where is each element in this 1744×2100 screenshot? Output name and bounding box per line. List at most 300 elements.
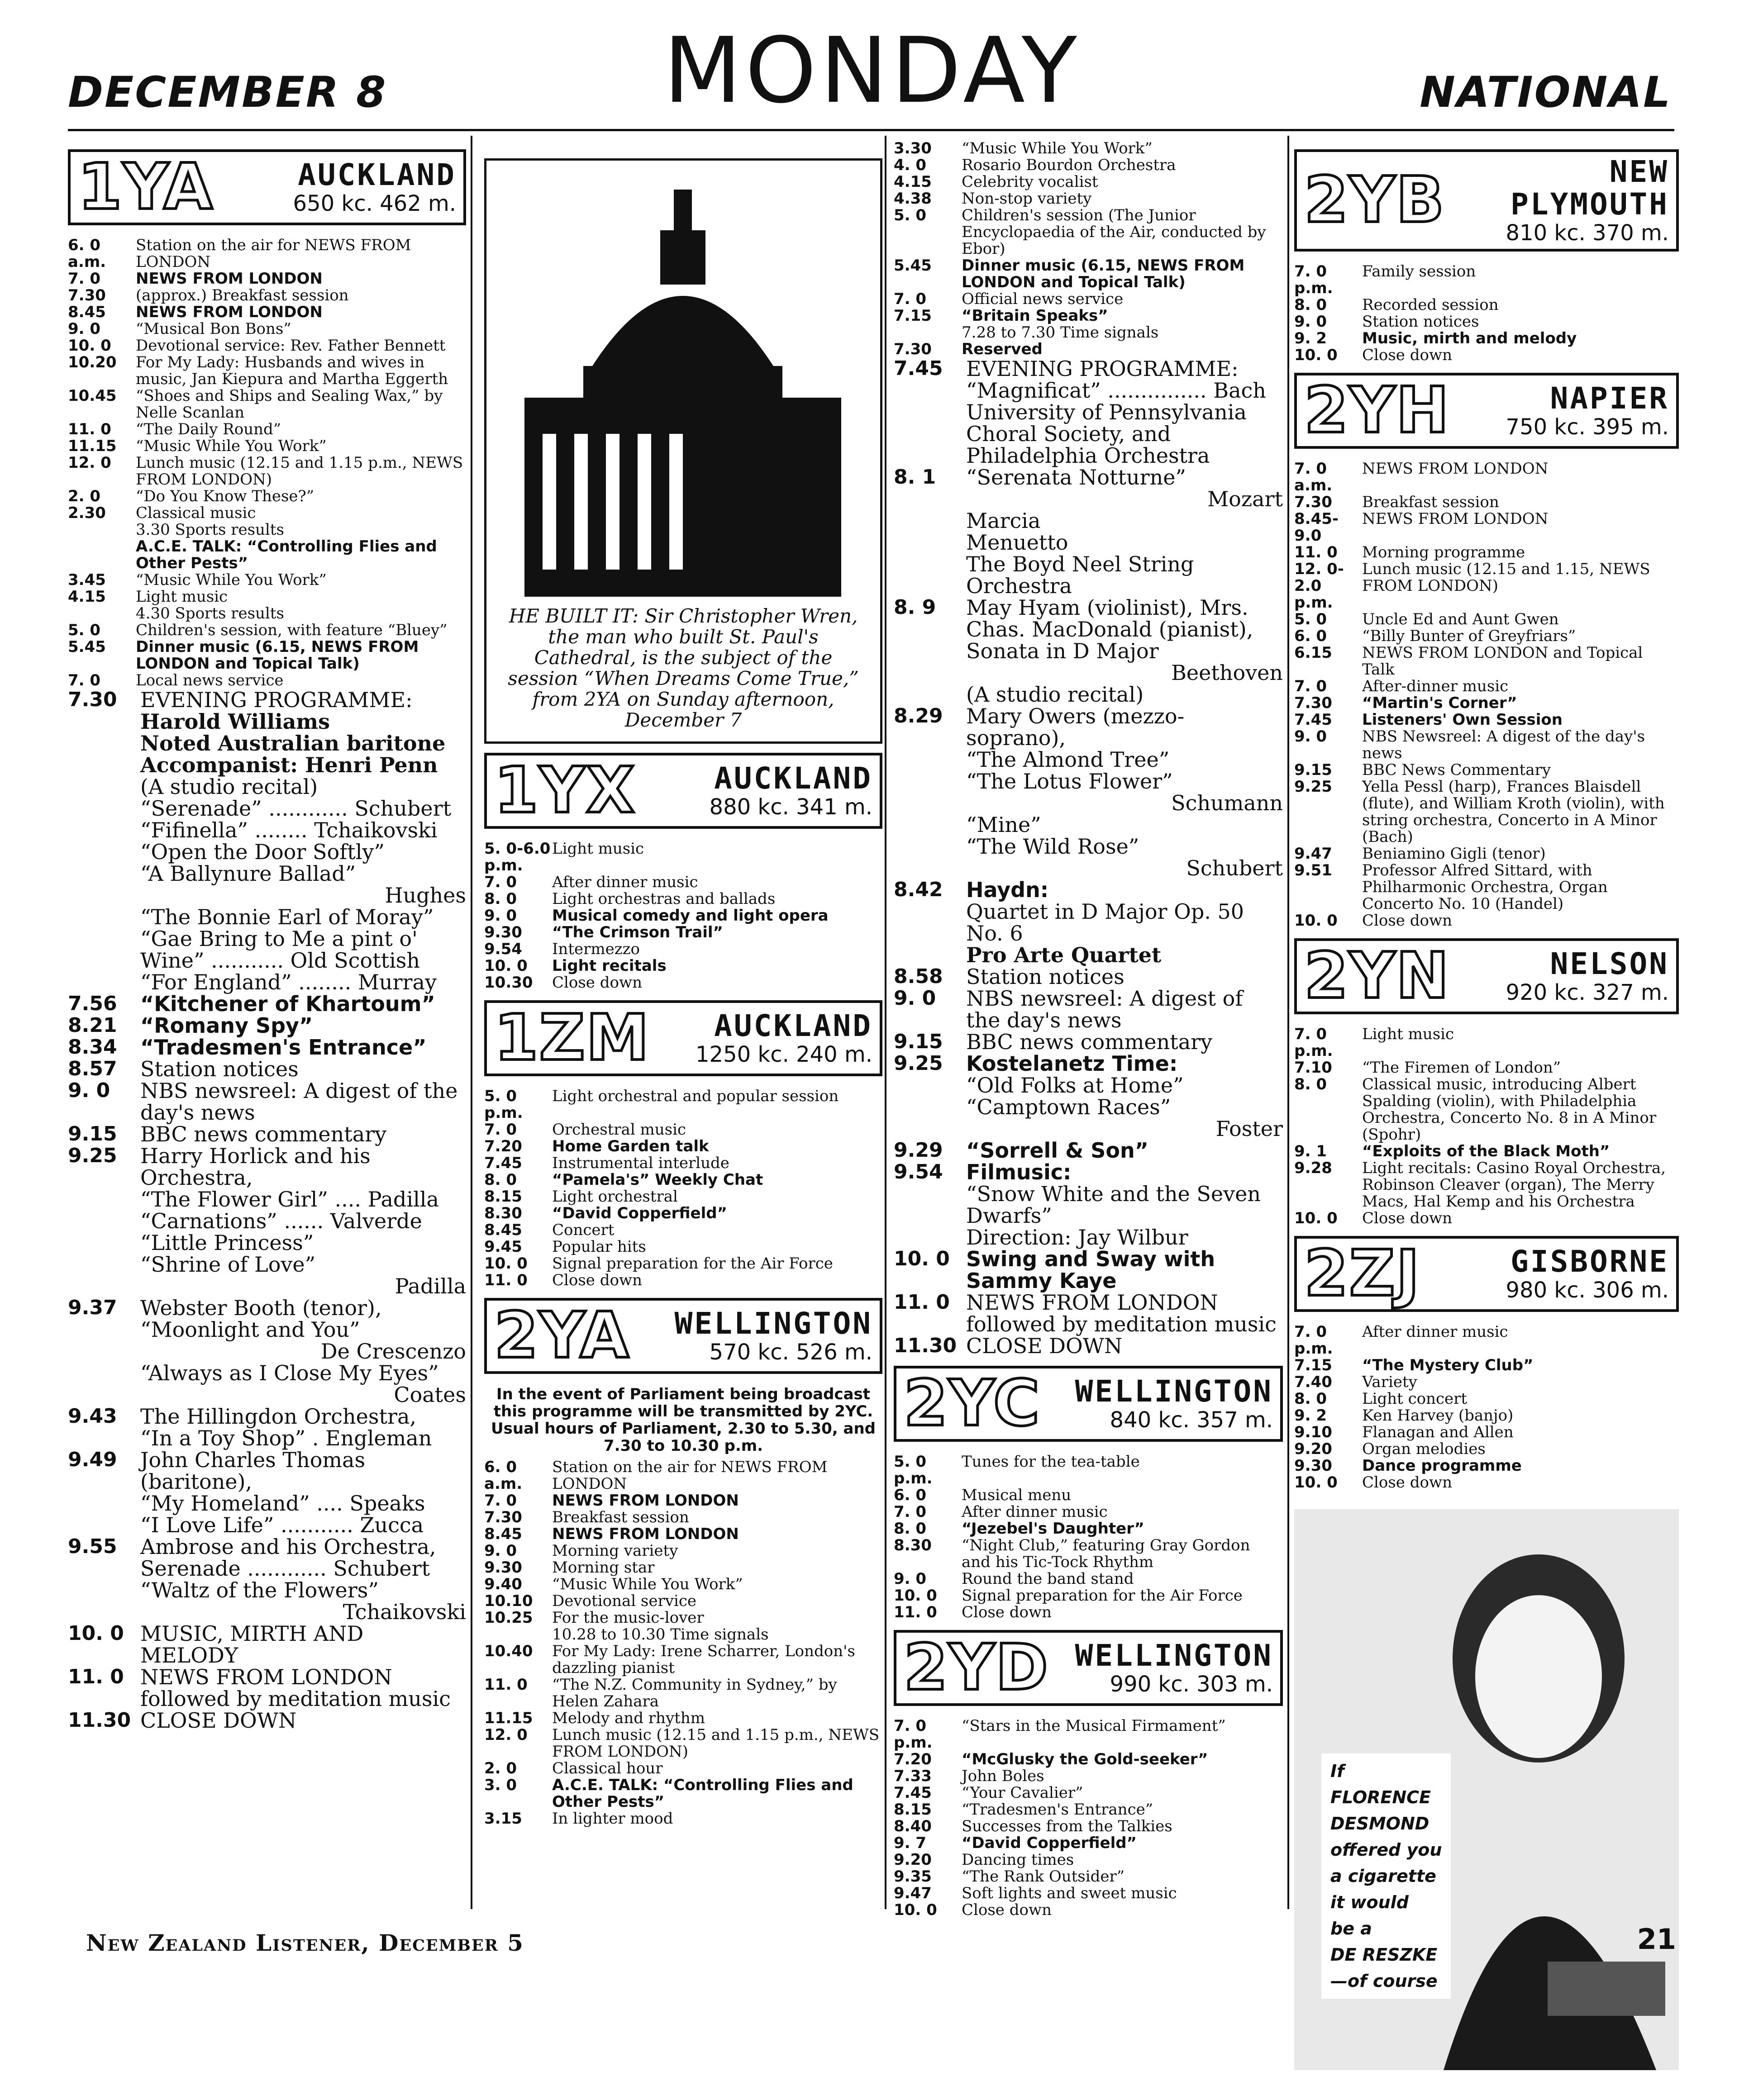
programme-title: BBC News Commentary <box>1362 761 1551 779</box>
programme-time: 9.15 <box>894 1030 943 1053</box>
programme-time: 9.25 <box>68 1144 117 1167</box>
programme-item: “The Lotus Flower” <box>966 769 1173 793</box>
programme-item <box>894 140 1283 157</box>
programme-time: 7.45 <box>1294 711 1332 729</box>
programme-item: “Fifinella” ........ Tchaikovski <box>140 818 438 842</box>
programme-title: Close down <box>1362 912 1452 930</box>
station-name: AUCKLAND <box>714 761 872 796</box>
programme-item: University of Pennsylvania Choral Society, and Philadelphia Orchestra <box>966 400 1247 468</box>
station-2yn <box>1294 938 1679 1014</box>
programme-title: EVENING PROGRAMME: <box>140 688 413 712</box>
programme-item <box>1294 912 1679 929</box>
programme-title: Devotional service <box>552 1592 696 1610</box>
programme-item <box>894 341 1283 358</box>
evening-programme-list <box>894 358 1283 1357</box>
programme-list <box>68 237 466 689</box>
station-callsign: 2YH <box>1304 374 1450 447</box>
station-callsign: 1ZM <box>494 1001 650 1075</box>
programme-title: Station on the air for NEWS FROM LONDON <box>136 236 411 271</box>
programme-title: “The N.Z. Community in Sydney,” by Helen Zahara <box>552 1676 837 1710</box>
programme-item <box>894 1335 1283 1357</box>
programme-time: 2.30 <box>68 504 106 522</box>
station-frequency: 1250 kc. 240 m. <box>695 1042 872 1067</box>
programme-item: Menuetto <box>966 530 1068 555</box>
programme-title: Light orchestral and popular session <box>552 1087 839 1105</box>
programme-item <box>484 891 882 907</box>
programme-time: 9. 2 <box>1294 1406 1327 1425</box>
programme-item: Padilla <box>395 1274 466 1298</box>
programme-item: “The Almond Tree” <box>966 747 1170 772</box>
programme-item <box>484 1188 882 1205</box>
programme-time: 8.45 <box>484 1525 522 1543</box>
programme-list <box>1294 1026 1679 1227</box>
programme-time: 7.30 <box>68 688 117 711</box>
programme-time: 7. 0 <box>68 270 101 288</box>
programme-item <box>894 1504 1283 1520</box>
programme-item <box>68 993 466 1015</box>
programme-item: “Camptown Races” <box>966 1095 1171 1119</box>
programme-item <box>68 455 466 488</box>
programme-time: 4.38 <box>894 190 932 208</box>
programme-time: 10.10 <box>484 1592 533 1610</box>
programme-time: 12. 0 <box>68 454 111 472</box>
programme-item <box>1294 695 1679 712</box>
programme-time: 7.15 <box>1294 1356 1332 1374</box>
station-1ya <box>68 149 466 225</box>
programme-title: Morning programme <box>1362 543 1525 561</box>
programme-item <box>1294 330 1679 347</box>
programme-time: 8. 0 <box>1294 1390 1327 1408</box>
programme-item <box>68 1145 466 1188</box>
programme-title: Music, mirth and melody <box>1362 329 1577 347</box>
programme-title: “Your Cavalier” <box>962 1784 1083 1802</box>
programme-item: “Carnations” ...... Valverde <box>140 1209 422 1233</box>
programme-title: Uncle Ed and Aunt Gwen <box>1362 610 1559 628</box>
programme-item <box>484 1610 882 1626</box>
station-2yc <box>894 1366 1283 1442</box>
programme-list <box>894 1454 1283 1621</box>
programme-time: 6. 0 a.m. <box>484 1458 523 1493</box>
programme-title: Classical music, introducing Albert Spalding (violin), with Philadelphia Orchestra, Concerto No. 8 in A Minor (Spohr) <box>1362 1075 1657 1144</box>
programme-time <box>68 522 136 538</box>
programme-title: 3.30 Sports results <box>136 521 284 539</box>
programme-item <box>68 354 466 388</box>
ad-line: If <box>1330 1761 1344 1781</box>
programme-title: Station on the air for NEWS FROM LONDON <box>552 1458 828 1493</box>
programme-title: “Stars in the Musical Firmament” <box>962 1717 1226 1735</box>
programme-time: 7.30 <box>68 286 106 304</box>
programme-item: “I Love Life” ........... Zucca <box>140 1513 424 1537</box>
programme-item <box>1294 1357 1679 1374</box>
programme-title: “The Mystery Club” <box>1362 1356 1534 1374</box>
programme-item <box>484 1626 882 1643</box>
programme-item <box>68 421 466 438</box>
programme-time: 5. 0 p.m. <box>484 1087 523 1122</box>
programme-item <box>894 966 1283 988</box>
programme-item: Beethoven <box>1171 660 1283 685</box>
programme-time: 9.49 <box>68 1448 117 1471</box>
programme-time: 9.29 <box>894 1139 943 1162</box>
programme-time: 9.20 <box>1294 1440 1332 1458</box>
programme-item: “The Wild Rose” <box>966 834 1139 859</box>
programme-time: 7. 0 <box>484 1492 517 1510</box>
programme-item <box>484 1155 882 1172</box>
programme-item <box>894 1537 1283 1571</box>
programme-title: “Tradesmen's Entrance” <box>140 1035 427 1060</box>
programme-time: 7.30 <box>484 1508 522 1526</box>
programme-item <box>894 1292 1283 1335</box>
programme-item <box>68 1536 466 1558</box>
station-1zm <box>484 1000 882 1076</box>
programme-time: 7.20 <box>484 1137 522 1155</box>
programme-item <box>68 337 466 354</box>
programme-title: NBS Newsreel: A digest of the day's news <box>1362 727 1645 762</box>
programme-time: 10.30 <box>484 974 533 992</box>
programme-item <box>68 388 466 421</box>
programme-title: John Boles <box>962 1767 1044 1785</box>
column-1 <box>68 140 466 1909</box>
programme-title: MUSIC, MIRTH AND MELODY <box>140 1621 364 1668</box>
programme-time: 9.43 <box>68 1405 117 1428</box>
programme-item <box>894 1852 1283 1868</box>
programme-title: After dinner music <box>1362 1323 1508 1341</box>
programme-item <box>484 1810 882 1827</box>
programme-item <box>894 1248 1283 1292</box>
programme-item <box>1294 561 1679 611</box>
programme-title: NEWS FROM LONDON <box>136 270 323 288</box>
programme-title: Signal preparation for the Air Force <box>962 1587 1243 1605</box>
programme-item <box>1294 1210 1679 1227</box>
programme-title: “Kitchener of Khartoum” <box>140 992 435 1016</box>
programme-title: Ambrose and his Orchestra, <box>140 1535 436 1559</box>
programme-title: Morning star <box>552 1558 655 1577</box>
programme-item: Foster <box>1215 1117 1283 1141</box>
programme-item <box>484 1593 882 1610</box>
programme-title: For My Lady: Irene Scharrer, London's dazzling pianist <box>552 1642 855 1677</box>
programme-item: “Waltz of the Flowers” <box>140 1578 379 1602</box>
programme-item <box>1294 1391 1679 1407</box>
programme-title: Light orchestras and ballads <box>552 890 776 908</box>
programme-list <box>1294 1324 1679 1491</box>
programme-item <box>1294 263 1679 297</box>
programme-item: “In a Toy Shop” . Engleman <box>140 1426 432 1450</box>
programme-time: 7.20 <box>894 1750 932 1768</box>
programme-title: Station notices <box>966 964 1125 989</box>
programme-title: “Jezebel's Daughter” <box>962 1520 1144 1538</box>
programme-item <box>484 941 882 958</box>
programme-title: “The Crimson Trail” <box>552 923 723 941</box>
programme-item <box>894 1768 1283 1785</box>
programme-time: 11. 0 <box>484 1676 528 1694</box>
programme-time: 7. 0 p.m. <box>1294 262 1333 297</box>
programme-item <box>484 1121 882 1138</box>
programme-title: 10.28 to 10.30 Time signals <box>552 1625 769 1644</box>
programme-item <box>894 190 1283 207</box>
ad-line: a cigarette <box>1330 1866 1436 1886</box>
programme-item <box>894 257 1283 291</box>
header-day: MONDAY <box>663 18 1081 124</box>
programme-time: 9.55 <box>68 1535 117 1558</box>
programme-time: 8.45 <box>484 1221 522 1239</box>
programme-title: “Musical Bon Bons” <box>136 320 291 338</box>
programme-time: 4.15 <box>68 588 106 606</box>
programme-item <box>894 1571 1283 1587</box>
programme-item: “Old Folks at Home” <box>966 1073 1184 1098</box>
programme-item <box>894 1487 1283 1504</box>
programme-list <box>894 140 1283 358</box>
programme-time: 9.54 <box>484 940 522 958</box>
programme-item <box>68 1710 466 1731</box>
programme-title: Signal preparation for the Air Force <box>552 1254 833 1273</box>
programme-item <box>484 1643 882 1677</box>
programme-time: 9.25 <box>894 1052 943 1075</box>
programme-item <box>68 589 466 605</box>
programme-item <box>894 1785 1283 1801</box>
programme-time: 10. 0 <box>1294 1473 1338 1492</box>
programme-item: Schumann <box>1171 791 1283 815</box>
programme-title: NEWS FROM LONDON <box>136 303 323 321</box>
programme-time: 10.40 <box>484 1642 533 1660</box>
programme-title: Light music <box>1362 1025 1454 1043</box>
programme-title: Harry Horlick and his Orchestra, <box>140 1144 371 1190</box>
programme-item <box>894 291 1283 308</box>
programme-item: “Magnificat” ............... Bach <box>966 378 1266 403</box>
programme-time: 2. 0 <box>68 487 101 505</box>
programme-time: 8. 0 <box>1294 1075 1327 1093</box>
station-callsign: 2ZJ <box>1304 1237 1421 1311</box>
programme-time: 7. 0 <box>484 873 517 891</box>
programme-time: 7. 0 <box>484 1121 517 1139</box>
programme-title: Soft lights and sweet music <box>962 1884 1177 1902</box>
ad-line: —of course <box>1330 1971 1438 1991</box>
programme-title: 4.30 Sports results <box>136 604 284 622</box>
programme-time: 7.30 <box>1294 493 1332 511</box>
programme-item: “Mine” <box>966 812 1041 837</box>
programme-title: “Romany Spy” <box>140 1013 313 1038</box>
programme-time: 10.45 <box>68 387 117 405</box>
programme-time: 3. 0 <box>484 1776 517 1794</box>
programme-title: Recorded session <box>1362 296 1499 314</box>
programme-title: “The Firemen of London” <box>1362 1059 1561 1077</box>
programme-item <box>484 1239 882 1255</box>
programme-title: Haydn: <box>966 878 1049 902</box>
programme-title: Yella Pessl (harp), Frances Blaisdell (flute), and William Kroth (violin), with string orchestra, Concerto in A Minor (Bach) <box>1362 778 1665 846</box>
programme-time: 9. 7 <box>894 1834 927 1852</box>
programme-title: NEWS FROM LONDON <box>1362 460 1549 478</box>
programme-item <box>894 1718 1283 1751</box>
programme-title: Close down <box>552 1271 642 1289</box>
programme-time: 7. 0 <box>1294 677 1327 695</box>
programme-time: 9.30 <box>1294 1457 1332 1475</box>
programme-title: “Serenata Notturne” <box>966 465 1186 489</box>
programme-time: 7.45 <box>894 357 943 380</box>
programme-item <box>1294 645 1679 678</box>
programme-item <box>68 1623 466 1666</box>
programme-time: 10.20 <box>68 353 117 371</box>
programme-title: Swing and Sway with Sammy Kaye <box>966 1247 1215 1293</box>
programme-item <box>1294 1407 1679 1424</box>
programme-title: NEWS FROM LONDON <box>1362 510 1549 528</box>
programme-time: 11.15 <box>484 1709 533 1727</box>
programme-title: Breakfast session <box>1362 493 1499 511</box>
programme-item: “A Ballynure Ballad” <box>140 861 356 886</box>
st-pauls-cathedral-illustration <box>497 171 868 597</box>
programme-item <box>484 924 882 941</box>
programme-item <box>484 1172 882 1188</box>
programme-time: 10. 0 <box>894 1247 950 1270</box>
programme-title: “Sorrell & Son” <box>966 1138 1148 1163</box>
programme-item: “The Bonnie Earl of Moray” <box>140 905 434 929</box>
header-date: DECEMBER 8 <box>68 68 387 117</box>
station-callsign: 2YC <box>904 1367 1041 1440</box>
programme-time: 9.37 <box>68 1296 117 1319</box>
programme-time: 7.30 <box>1294 694 1332 712</box>
programme-item <box>1294 461 1679 494</box>
programme-item <box>484 907 882 924</box>
programme-time: 7.45 <box>894 1784 932 1802</box>
programme-time: 9.54 <box>894 1160 943 1183</box>
programme-item: Mozart <box>1207 487 1283 511</box>
station-callsign: 2YD <box>904 1631 1049 1705</box>
station-frequency: 840 kc. 357 m. <box>1110 1407 1273 1433</box>
programme-item <box>1294 544 1679 561</box>
station-frequency: 650 kc. 462 m. <box>293 191 456 216</box>
programme-title: NBS newsreel: A digest of the day's news <box>140 1079 458 1125</box>
programme-time: 7. 0 p.m. <box>1294 1323 1333 1358</box>
programme-time: 9. 0 <box>68 1079 110 1102</box>
programme-item <box>894 1885 1283 1902</box>
footer-publication: New Zealand Listener, December 5 <box>86 1929 524 1956</box>
station-callsign: 2YB <box>1304 163 1445 237</box>
programme-title: Morning variety <box>552 1542 678 1560</box>
programme-list <box>1294 263 1679 364</box>
programme-title: Classical music <box>136 504 256 522</box>
programme-item <box>484 874 882 891</box>
programme-item <box>484 1777 882 1810</box>
programme-title: “Britain Speaks” <box>962 307 1108 325</box>
station-callsign: 1YX <box>494 754 636 827</box>
programme-time: 5. 0 <box>68 621 101 639</box>
programme-item <box>484 974 882 991</box>
programme-item <box>68 1036 466 1058</box>
programme-item <box>894 1520 1283 1537</box>
programme-time: 8. 0 <box>894 1520 927 1538</box>
programme-time: 11.30 <box>894 1334 957 1357</box>
programme-item <box>894 1751 1283 1768</box>
programme-time: 10. 0 <box>894 1901 937 1919</box>
programme-item <box>484 1088 882 1121</box>
programme-title: In lighter mood <box>552 1810 673 1828</box>
programme-item <box>894 597 1283 640</box>
programme-title: BBC news commentary <box>966 1030 1213 1054</box>
programme-item <box>68 1666 466 1710</box>
programme-title: A.C.E. TALK: “Controlling Flies and Other Pests” <box>552 1776 853 1811</box>
programme-time: 8.58 <box>894 965 943 988</box>
programme-time: 8. 0 <box>484 890 517 908</box>
header-network: NATIONAL <box>1420 68 1672 117</box>
programme-time: 9.15 <box>1294 761 1332 779</box>
programme-title: NEWS FROM LONDON followed by meditation music <box>966 1290 1277 1336</box>
evening-programme-list <box>68 689 466 1731</box>
programme-time: 7.15 <box>894 307 932 325</box>
programme-item <box>68 572 466 589</box>
programme-item <box>1294 1424 1679 1441</box>
programme-item <box>1294 1441 1679 1458</box>
programme-item <box>68 672 466 689</box>
programme-time: 6. 0 <box>1294 627 1327 645</box>
station-name: AUCKLAND <box>714 1008 872 1043</box>
programme-title: “Martin's Corner” <box>1362 694 1517 712</box>
programme-item <box>68 689 466 711</box>
column-divider <box>1287 136 1289 1909</box>
programme-time: 7.33 <box>894 1767 932 1785</box>
programme-time: 7. 0 <box>894 290 927 308</box>
programme-item: “Shrine of Love” <box>140 1252 316 1277</box>
programme-time: 5. 0 <box>894 206 927 224</box>
station-frequency: 990 kc. 303 m. <box>1110 1672 1273 1697</box>
programme-item <box>894 174 1283 190</box>
programme-time: 11.30 <box>68 1709 131 1732</box>
programme-title: “Shoes and Ships and Sealing Wax,” by Nelle Scanlan <box>136 387 443 422</box>
programme-item <box>1294 678 1679 695</box>
programme-title: Filmusic: <box>966 1160 1072 1184</box>
programme-item: Coates <box>394 1383 466 1407</box>
programme-item <box>484 1459 882 1492</box>
programme-time: 7. 0 <box>68 671 101 689</box>
programme-item <box>1294 297 1679 314</box>
programme-item: Noted Australian baritone <box>140 731 446 755</box>
programme-time: 7. 0 p.m. <box>1294 1025 1333 1060</box>
programme-time: 9.35 <box>894 1867 932 1886</box>
programme-time <box>484 1626 552 1643</box>
programme-item <box>894 1031 1283 1053</box>
programme-time: 10. 0 <box>68 337 111 355</box>
parliament-notice: In the event of Parliament being broadcast this programme will be transmitted by 2YC. Usual hours of Parliament, 2.30 to 5.30, and 7.30 to 10.30 p.m. <box>491 1385 876 1455</box>
programme-item <box>1294 314 1679 330</box>
programme-item: Schubert <box>1186 856 1283 880</box>
programme-time: 5. 0 p.m. <box>894 1453 933 1487</box>
programme-item <box>68 1058 466 1080</box>
programme-item <box>68 505 466 522</box>
programme-time: 7. 0 p.m. <box>894 1717 933 1752</box>
programme-item <box>1294 1474 1679 1491</box>
programme-time: 7.10 <box>1294 1059 1332 1077</box>
programme-time: 9.51 <box>1294 861 1332 879</box>
programme-item <box>68 639 466 672</box>
programme-time: 8. 1 <box>894 466 936 489</box>
programme-title: Close down <box>552 974 642 992</box>
programme-title: For the music-lover <box>552 1609 704 1627</box>
station-2zj <box>1294 1236 1679 1312</box>
programme-time <box>68 605 136 622</box>
programme-title: Station notices <box>140 1057 299 1081</box>
programme-time: 11. 0 <box>1294 543 1338 561</box>
programme-title: For My Lady: Husbands and wives in music, Jan Kiepura and Martha Eggerth <box>136 353 448 388</box>
programme-item <box>894 324 1283 341</box>
programme-item <box>484 1255 882 1272</box>
station-name: NEW PLYMOUTH <box>1511 154 1669 222</box>
programme-time: 10. 0 <box>1294 912 1338 930</box>
programme-title: A.C.E. TALK: “Controlling Flies and Other Pests” <box>136 537 437 572</box>
programme-time: 5. 0-6.0 p.m. <box>484 840 551 874</box>
programme-time: 3.30 <box>894 139 932 157</box>
programme-item <box>484 1760 882 1777</box>
programme-time: 9. 0 <box>894 987 936 1010</box>
programme-time: 8. 9 <box>894 596 936 619</box>
programme-item <box>894 1835 1283 1852</box>
programme-time: 9. 0 <box>484 907 517 925</box>
programme-title: Home Garden talk <box>552 1137 709 1155</box>
